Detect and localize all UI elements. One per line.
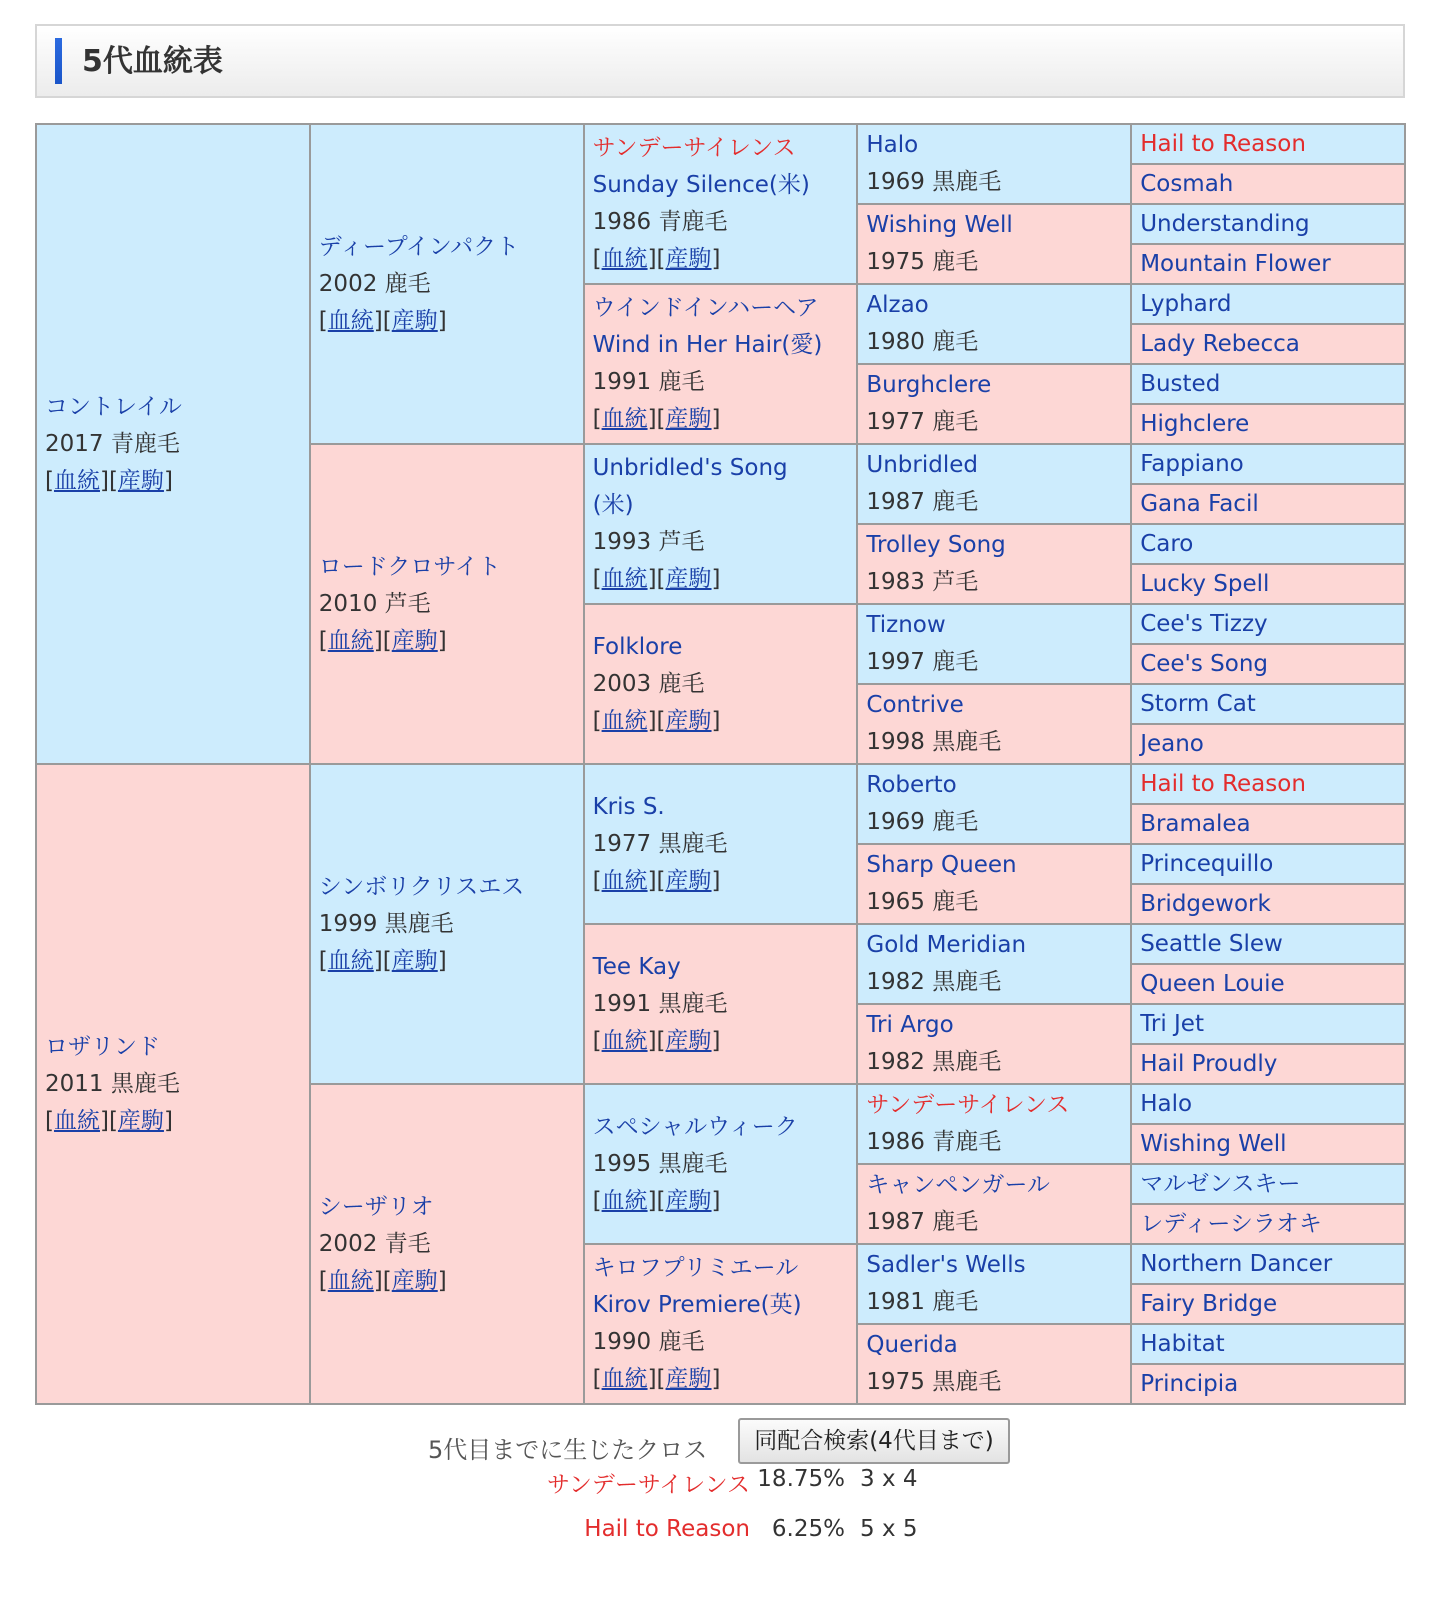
horse-name-link[interactable]: コントレイル [45, 393, 182, 420]
progeny-link[interactable]: 産駒 [391, 627, 438, 654]
horse-year-color: 1991 黒鹿毛 [592, 990, 728, 1017]
horse-name-link[interactable]: Burghclere [866, 372, 992, 398]
progeny-link[interactable]: 産駒 [117, 1107, 164, 1134]
progeny-link[interactable]: 産駒 [665, 406, 712, 432]
dam-cell-gen1 [36, 764, 310, 1404]
horse-name-link[interactable]: Jeano [1140, 730, 1204, 757]
sire-cell-gen5 [1131, 1244, 1405, 1284]
cross-horse-name[interactable]: サンデーサイレンス [547, 1472, 750, 1498]
pedigree-row [36, 124, 1405, 164]
pedigree-links: [血統][産駒] [592, 406, 721, 432]
horse-year-color: 1995 黒鹿毛 [592, 1150, 728, 1177]
pedigree-links: [血統][産駒] [318, 1267, 447, 1294]
sire-cell-gen4 [857, 604, 1131, 684]
horse-name-link[interactable]: ディープインパクト [318, 233, 520, 260]
sire-cell-gen4 [857, 1244, 1131, 1324]
dam-cell-gen5 [1131, 324, 1405, 364]
pedigree-row [36, 764, 1405, 804]
pedigree-link[interactable]: 血統 [601, 707, 648, 734]
horse-name-link[interactable]: Contrive [866, 692, 964, 718]
horse-name-link[interactable]: Kris S. [592, 793, 665, 820]
horse-name-link[interactable]: Fappiano [1140, 450, 1244, 477]
horse-name-link[interactable]: Bramalea [1140, 810, 1251, 837]
horse-name-link[interactable]: Gold Meridian [866, 932, 1027, 958]
sire-cell-gen5 [1131, 1084, 1405, 1124]
pedigree-link[interactable]: 血統 [327, 627, 374, 654]
dam-cell-gen4 [857, 1004, 1131, 1084]
horse-name-link[interactable]: Roberto [866, 772, 957, 798]
horse-name-link[interactable]: Understanding [1140, 210, 1310, 237]
horse-name-link[interactable]: Cee's Tizzy [1140, 610, 1268, 637]
horse-name-link[interactable]: Highclere [1140, 410, 1250, 437]
horse-name-link[interactable]: Princequillo [1140, 850, 1274, 877]
horse-year-color: 1993 芦毛 [592, 529, 705, 555]
horse-name-link[interactable]: サンデーサイレンス [592, 135, 796, 161]
pedigree-link[interactable]: 血統 [601, 1027, 648, 1054]
horse-year-color: 1986 青鹿毛 [592, 209, 728, 235]
pedigree-links: [血統][産駒] [592, 867, 721, 894]
pedigree-link[interactable]: 血統 [601, 566, 648, 592]
pedigree-link[interactable]: 血統 [53, 467, 100, 494]
horse-year-color: 1983 芦毛 [866, 569, 979, 595]
dam-cell-gen3 [584, 924, 858, 1084]
horse-year-color: 2002 鹿毛 [318, 270, 431, 297]
sire-cell-gen5 [1131, 924, 1405, 964]
dam-cell-gen5 [1131, 404, 1405, 444]
cross-percent: 6.25% [771, 1516, 845, 1542]
sire-cell-gen3 [584, 1084, 858, 1244]
sire-cell-gen4 [857, 284, 1131, 364]
horse-name-link[interactable]: Lady Rebecca [1140, 330, 1300, 357]
progeny-link[interactable]: 産駒 [665, 867, 712, 894]
sire-cell-gen2 [310, 124, 584, 444]
horse-name-link[interactable]: Hail to Reason [1140, 770, 1306, 797]
horse-name-link[interactable]: Cee's Song [1140, 650, 1269, 677]
horse-name-link[interactable]: スペシャルウィーク [592, 1113, 798, 1140]
sire-cell-gen1 [36, 124, 310, 764]
horse-year-color: 2003 鹿毛 [592, 670, 705, 697]
horse-name-link[interactable]: Unbridled's Song [592, 455, 788, 481]
sire-cell-gen5 [1131, 124, 1405, 164]
progeny-link[interactable]: 産駒 [665, 1366, 712, 1392]
dam-cell-gen5 [1131, 1204, 1405, 1244]
horse-name-link[interactable]: Wishing Well [866, 212, 1013, 238]
pedigree-link[interactable]: 血統 [601, 1187, 648, 1214]
horse-alt-name-link[interactable]: Sunday Silence(米) [592, 172, 810, 198]
horse-year-color: 2002 青毛 [318, 1230, 431, 1257]
progeny-link[interactable]: 産駒 [391, 307, 438, 334]
horse-year-color: 1975 黒鹿毛 [866, 1369, 1002, 1395]
dam-cell-gen5 [1131, 964, 1405, 1004]
horse-year-color: 1977 鹿毛 [866, 409, 979, 435]
horse-name-link[interactable]: Busted [1140, 370, 1221, 397]
pedigree-links: [血統][産駒] [592, 1027, 721, 1054]
dam-cell-gen3 [584, 604, 858, 764]
sire-cell-gen5 [1131, 284, 1405, 324]
dam-cell-gen3 [584, 1244, 858, 1404]
horse-name-link[interactable]: Habitat [1140, 1330, 1225, 1357]
horse-alt-name-link[interactable]: Kirov Premiere(英) [592, 1292, 802, 1318]
horse-name-link[interactable]: サンデーサイレンス [866, 1092, 1070, 1118]
horse-name-link[interactable]: キャンペンガール [866, 1172, 1050, 1198]
horse-year-color: 1987 鹿毛 [866, 489, 979, 515]
horse-name-link[interactable]: Queen Louie [1140, 970, 1285, 997]
horse-name-link[interactable]: Mountain Flower [1140, 250, 1331, 277]
horse-name-link[interactable]: Gana Facil [1140, 490, 1259, 517]
pedigree-table [35, 123, 1406, 1405]
pedigree-links: [血統][産駒] [592, 707, 721, 734]
sire-cell-gen4 [857, 764, 1131, 844]
horse-name-link[interactable]: Halo [866, 132, 919, 158]
horse-name-link[interactable]: Tiznow [866, 612, 946, 638]
horse-name-link[interactable]: Unbridled [866, 452, 978, 478]
horse-name-link[interactable]: シンボリクリスエス [318, 873, 525, 900]
same-mating-search-button[interactable]: 同配合検索(4代目まで) [738, 1418, 1010, 1464]
horse-name-link[interactable]: Querida [866, 1332, 958, 1358]
horse-name-link[interactable]: Tri Argo [866, 1012, 954, 1038]
horse-name-link[interactable]: Storm Cat [1140, 690, 1256, 717]
progeny-link[interactable]: 産駒 [117, 467, 164, 494]
pedigree-links: [血統][産駒] [592, 246, 721, 272]
dam-cell-gen5 [1131, 884, 1405, 924]
progeny-link[interactable]: 産駒 [665, 1187, 712, 1214]
progeny-link[interactable]: 産駒 [665, 566, 712, 592]
sire-cell-gen4 [857, 444, 1131, 524]
progeny-link[interactable]: 産駒 [665, 1027, 712, 1054]
horse-name-link[interactable]: シーザリオ [318, 1193, 434, 1220]
horse-name-link[interactable]: Bridgework [1140, 890, 1271, 917]
horse-name-link[interactable]: Alzao [866, 292, 929, 318]
cross-label: 5代目までに生じたクロス [428, 1436, 708, 1464]
sire-cell-gen3 [584, 444, 858, 604]
horse-name-link[interactable]: Tri Jet [1140, 1010, 1204, 1037]
pedigree-links: [血統][産駒] [45, 467, 173, 494]
progeny-link[interactable]: 産駒 [391, 947, 438, 974]
horse-name-link[interactable]: ロードクロサイト [318, 553, 501, 580]
horse-year-color: 2017 青鹿毛 [45, 430, 180, 457]
horse-year-color: 1975 鹿毛 [866, 249, 979, 275]
horse-name-link[interactable]: Fairy Bridge [1140, 1290, 1278, 1317]
horse-name-link[interactable]: Seattle Slew [1140, 930, 1283, 957]
cross-horse-name[interactable]: Hail to Reason [584, 1516, 750, 1542]
sire-cell-gen4 [857, 1084, 1131, 1164]
dam-cell-gen5 [1131, 644, 1405, 684]
dam-cell-gen5 [1131, 1364, 1405, 1404]
sire-cell-gen4 [857, 124, 1131, 204]
sire-cell-gen5 [1131, 444, 1405, 484]
dam-cell-gen4 [857, 1324, 1131, 1404]
header-accent-bar [55, 38, 62, 84]
sire-cell-gen5 [1131, 764, 1405, 804]
dam-cell-gen2 [310, 1084, 584, 1404]
horse-name-link[interactable]: ウインドインハーヘア [592, 295, 819, 321]
horse-name-link[interactable]: Northern Dancer [1140, 1250, 1333, 1277]
cross-percent: 18.75% [757, 1466, 845, 1492]
cross-generations: 5 x 5 [860, 1516, 918, 1542]
pedigree-link[interactable]: 血統 [327, 1267, 374, 1294]
horse-year-color: 1986 青鹿毛 [866, 1129, 1002, 1155]
horse-year-color: 2011 黒鹿毛 [45, 1070, 180, 1097]
horse-year-color: 1999 黒鹿毛 [318, 910, 454, 937]
horse-name-link[interactable]: Caro [1140, 530, 1194, 557]
sire-cell-gen5 [1131, 604, 1405, 644]
pedigree-link[interactable]: 血統 [327, 947, 374, 974]
horse-name-link[interactable]: Lyphard [1140, 290, 1232, 317]
sire-cell-gen5 [1131, 1324, 1405, 1364]
pedigree-link[interactable]: 血統 [601, 246, 648, 272]
horse-name-link[interactable]: Sadler's Wells [866, 1252, 1026, 1278]
horse-name-link[interactable]: Halo [1140, 1090, 1193, 1117]
section-header [35, 24, 1405, 98]
pedigree-link[interactable]: 血統 [601, 867, 648, 894]
pedigree-links: [血統][産駒] [318, 307, 447, 334]
horse-year-color: 1977 黒鹿毛 [592, 830, 728, 857]
horse-year-color: 1998 黒鹿毛 [866, 729, 1002, 755]
pedigree-links: [血統][産駒] [318, 947, 447, 974]
horse-alt-name-link[interactable]: (米) [592, 492, 634, 518]
pedigree-links: [血統][産駒] [592, 1366, 721, 1392]
pedigree-links: [血統][産駒] [318, 627, 447, 654]
dam-cell-gen4 [857, 684, 1131, 764]
horse-year-color: 1990 鹿毛 [592, 1329, 705, 1355]
dam-cell-gen5 [1131, 1044, 1405, 1084]
sire-cell-gen5 [1131, 844, 1405, 884]
dam-cell-gen4 [857, 364, 1131, 444]
horse-name-link[interactable]: Principia [1140, 1370, 1239, 1397]
dam-cell-gen5 [1131, 484, 1405, 524]
progeny-link[interactable]: 産駒 [665, 707, 712, 734]
sire-cell-gen2 [310, 764, 584, 1084]
page-title: 5代血統表 [82, 44, 223, 79]
horse-name-link[interactable]: Folklore [592, 633, 683, 660]
dam-cell-gen5 [1131, 724, 1405, 764]
pedigree-links: [血統][産駒] [592, 566, 721, 592]
horse-name-link[interactable]: Lucky Spell [1140, 570, 1270, 597]
sire-cell-gen4 [857, 924, 1131, 1004]
dam-cell-gen5 [1131, 564, 1405, 604]
dam-cell-gen4 [857, 524, 1131, 604]
dam-cell-gen4 [857, 1164, 1131, 1244]
horse-year-color: 1987 鹿毛 [866, 1209, 979, 1235]
horse-name-link[interactable]: Sharp Queen [866, 852, 1017, 878]
dam-cell-gen3 [584, 284, 858, 444]
horse-year-color: 1980 鹿毛 [866, 329, 979, 355]
dam-cell-gen5 [1131, 804, 1405, 844]
horse-year-color: 1982 黒鹿毛 [866, 1049, 1002, 1075]
pedigree-links: [血統][産駒] [592, 1187, 721, 1214]
cross-generations: 3 x 4 [860, 1466, 918, 1492]
horse-name-link[interactable]: マルゼンスキー [1140, 1170, 1301, 1197]
cross-row [0, 1516, 1440, 1552]
sire-cell-gen5 [1131, 1164, 1405, 1204]
sire-cell-gen5 [1131, 204, 1405, 244]
horse-year-color: 1969 鹿毛 [866, 809, 979, 835]
dam-cell-gen5 [1131, 164, 1405, 204]
sire-cell-gen3 [584, 764, 858, 924]
sire-cell-gen5 [1131, 364, 1405, 404]
horse-year-color: 1981 鹿毛 [866, 1289, 979, 1315]
horse-year-color: 2010 芦毛 [318, 590, 431, 617]
pedigree-links: [血統][産駒] [45, 1107, 173, 1134]
horse-name-link[interactable]: Wishing Well [1140, 1130, 1287, 1157]
dam-cell-gen4 [857, 844, 1131, 924]
sire-cell-gen5 [1131, 1004, 1405, 1044]
pedigree-link[interactable]: 血統 [601, 1366, 648, 1392]
dam-cell-gen4 [857, 204, 1131, 284]
horse-alt-name-link[interactable]: Wind in Her Hair(愛) [592, 332, 823, 358]
horse-name-link[interactable]: レディーシラオキ [1140, 1210, 1322, 1237]
dam-cell-gen5 [1131, 1284, 1405, 1324]
dam-cell-gen5 [1131, 1124, 1405, 1164]
sire-cell-gen5 [1131, 524, 1405, 564]
horse-name-link[interactable]: Cosmah [1140, 170, 1234, 197]
horse-year-color: 1969 黒鹿毛 [866, 169, 1002, 195]
cross-row [0, 1466, 1440, 1502]
horse-name-link[interactable]: Tee Kay [592, 953, 681, 980]
pedigree-link[interactable]: 血統 [53, 1107, 100, 1134]
progeny-link[interactable]: 産駒 [391, 1267, 438, 1294]
sire-cell-gen5 [1131, 684, 1405, 724]
pedigree-link[interactable]: 血統 [327, 307, 374, 334]
horse-year-color: 1982 黒鹿毛 [866, 969, 1002, 995]
dam-cell-gen5 [1131, 244, 1405, 284]
horse-name-link[interactable]: Hail to Reason [1140, 130, 1306, 157]
horse-year-color: 1965 鹿毛 [866, 889, 979, 915]
horse-name-link[interactable]: ロザリンド [45, 1033, 160, 1060]
sire-cell-gen3 [584, 124, 858, 284]
pedigree-link[interactable]: 血統 [601, 406, 648, 432]
horse-year-color: 1991 鹿毛 [592, 369, 705, 395]
progeny-link[interactable]: 産駒 [665, 246, 712, 272]
horse-name-link[interactable]: Trolley Song [866, 532, 1006, 558]
horse-year-color: 1997 鹿毛 [866, 649, 979, 675]
dam-cell-gen2 [310, 444, 584, 764]
horse-name-link[interactable]: キロフプリミエール [592, 1255, 799, 1281]
horse-name-link[interactable]: Hail Proudly [1140, 1050, 1278, 1077]
